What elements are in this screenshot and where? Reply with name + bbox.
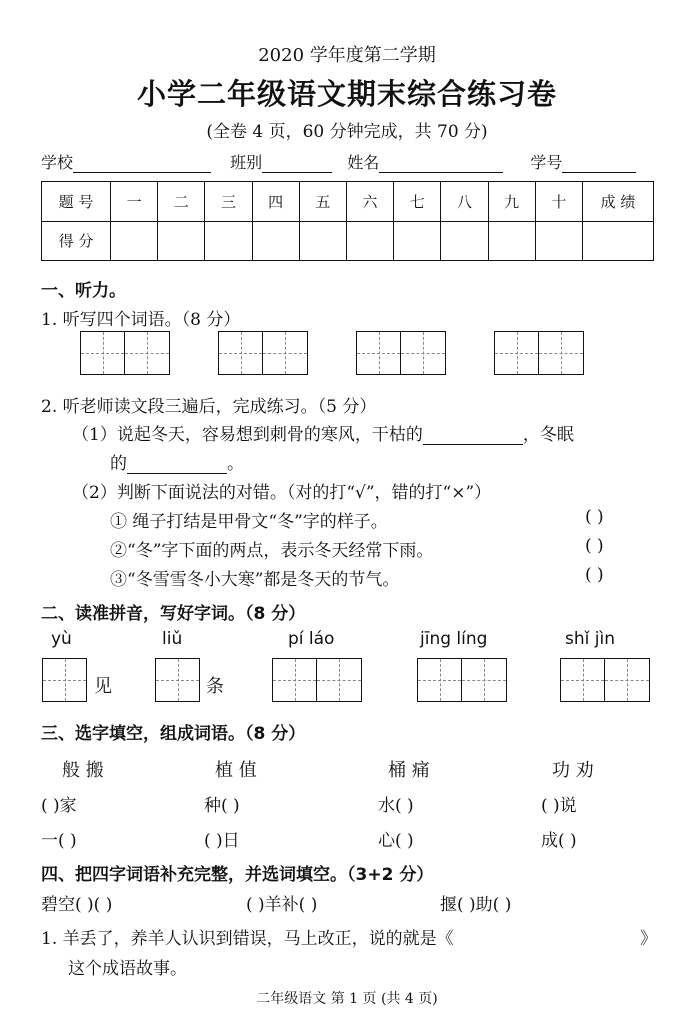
q2-1-text-c: 的 bbox=[110, 454, 127, 474]
score-header-cell: 九 bbox=[488, 182, 535, 222]
char-pair: 般 搬 bbox=[62, 760, 104, 781]
answer-blank[interactable] bbox=[127, 457, 227, 474]
q2-1-text-b: ，冬眠 bbox=[522, 425, 574, 445]
q2-1-text-a: （1）说起冬天，容易想到刺骨的寒风，干枯的 bbox=[72, 425, 423, 445]
score-header-cell: 八 bbox=[441, 182, 488, 222]
fill-item[interactable]: ( )家 bbox=[41, 796, 77, 816]
judgement-item: ① 绳子打结是甲骨文“冬”字的样子。 bbox=[110, 512, 388, 532]
score-cell[interactable] bbox=[441, 221, 488, 261]
score-header-cell: 十 bbox=[535, 182, 582, 222]
pinyin-label: shǐ jìn bbox=[565, 629, 615, 649]
writing-grid[interactable] bbox=[417, 658, 507, 702]
score-header-cell: 五 bbox=[299, 182, 346, 222]
writing-grid[interactable] bbox=[155, 658, 200, 702]
writing-grid[interactable] bbox=[272, 658, 362, 702]
pinyin-label: yù bbox=[51, 629, 72, 649]
page-footer: 二年级语文 第 1 页 (共 4 页) bbox=[256, 991, 438, 1007]
class-blank[interactable] bbox=[262, 156, 332, 173]
judgement-item: ②“冬”字下面的两点，表示冬天经常下雨。 bbox=[110, 541, 434, 561]
info-line bbox=[41, 150, 636, 173]
score-cell[interactable] bbox=[158, 221, 205, 261]
s1-question-1: 1. 听写四个词语。（8 分） bbox=[41, 310, 241, 330]
score-header-cell: 三 bbox=[205, 182, 252, 222]
number-blank[interactable] bbox=[562, 156, 636, 173]
pinyin-label: jīng líng bbox=[420, 629, 488, 649]
writing-grid[interactable] bbox=[560, 658, 650, 702]
score-cell[interactable] bbox=[299, 221, 346, 261]
score-header-cell: 四 bbox=[252, 182, 299, 222]
fill-item[interactable]: 一( ) bbox=[41, 831, 77, 851]
q2-1-text-d: 。 bbox=[227, 454, 244, 474]
section-4-heading: 四、把四字词语补充完整，并选词填空。（3+2 分） bbox=[41, 865, 434, 885]
score-cell[interactable] bbox=[346, 221, 393, 261]
score-header-cell: 一 bbox=[111, 182, 158, 222]
name-label: 姓名 bbox=[347, 153, 380, 172]
char-pair: 植 值 bbox=[215, 760, 257, 781]
s4-question-1a: 1. 羊丢了，养羊人认识到错误，马上改正，说的就是《 bbox=[41, 929, 454, 949]
writing-grid[interactable] bbox=[80, 331, 170, 375]
answer-blank[interactable] bbox=[423, 428, 523, 445]
school-blank[interactable] bbox=[73, 156, 211, 173]
class-label: 班别 bbox=[230, 153, 263, 172]
score-header-cell: 成 绩 bbox=[583, 182, 654, 222]
section-2-heading: 二、读准拼音，写好字词。（8 分） bbox=[41, 604, 306, 624]
term-line: 2020 学年度第二学期 bbox=[258, 45, 436, 66]
s4-question-1b: 》 bbox=[640, 929, 657, 949]
judgement-item: ③“冬雪雪冬小大寒”都是冬天的节气。 bbox=[110, 570, 400, 590]
word-suffix: 条 bbox=[206, 676, 224, 697]
s1-question-2: 2. 听老师读文段三遍后，完成练习。（5 分） bbox=[41, 397, 377, 417]
fill-item[interactable]: 心( ) bbox=[378, 831, 414, 851]
judgement-paren[interactable]: ( ) bbox=[585, 507, 604, 527]
writing-grid[interactable] bbox=[494, 331, 584, 375]
score-row-label: 得 分 bbox=[42, 221, 111, 261]
score-header-cell: 六 bbox=[346, 182, 393, 222]
name-blank[interactable] bbox=[379, 156, 503, 173]
score-cell[interactable] bbox=[583, 221, 654, 261]
writing-grid[interactable] bbox=[356, 331, 446, 375]
idiom-fill[interactable]: 碧空( )( ) bbox=[41, 895, 113, 915]
page-title: 小学二年级语文期末综合练习卷 bbox=[136, 77, 557, 111]
fill-item[interactable]: ( )日 bbox=[204, 831, 240, 851]
idiom-fill[interactable]: 揠( )助( ) bbox=[440, 895, 512, 915]
number-label: 学号 bbox=[530, 153, 563, 172]
score-cell[interactable] bbox=[488, 221, 535, 261]
writing-grid[interactable] bbox=[218, 331, 308, 375]
score-cell[interactable] bbox=[252, 221, 299, 261]
pinyin-label: pí láo bbox=[288, 629, 335, 649]
s4-question-1c: 这个成语故事。 bbox=[68, 959, 187, 979]
char-pair: 功 劝 bbox=[552, 760, 594, 781]
fill-item[interactable]: ( )说 bbox=[541, 796, 577, 816]
judgement-paren[interactable]: ( ) bbox=[585, 565, 604, 585]
section-1-heading: 一、听力。 bbox=[41, 281, 126, 301]
pinyin-label: liǔ bbox=[162, 629, 183, 649]
score-header-cell: 题 号 bbox=[42, 182, 111, 222]
fill-item[interactable]: 水( ) bbox=[378, 796, 414, 816]
fill-item[interactable]: 成( ) bbox=[541, 831, 577, 851]
char-pair: 桶 痛 bbox=[388, 760, 430, 781]
score-header-row bbox=[42, 182, 654, 222]
writing-grid[interactable] bbox=[42, 658, 87, 702]
page-subtitle: (全卷 4 页，60 分钟完成，共 70 分) bbox=[206, 122, 488, 142]
score-cell[interactable] bbox=[205, 221, 252, 261]
school-label: 学校 bbox=[41, 153, 74, 172]
idiom-fill[interactable]: ( )羊补( ) bbox=[246, 895, 318, 915]
fill-item[interactable]: 种( ) bbox=[204, 796, 240, 816]
score-header-cell: 七 bbox=[394, 182, 441, 222]
judgement-paren[interactable]: ( ) bbox=[585, 536, 604, 556]
s1-q2-part1 bbox=[72, 420, 574, 445]
score-value-row bbox=[42, 221, 654, 261]
score-table bbox=[41, 181, 654, 261]
score-cell[interactable] bbox=[535, 221, 582, 261]
s1-q2-part1-cont bbox=[110, 449, 244, 474]
section-3-heading: 三、选字填空，组成词语。（8 分） bbox=[41, 724, 306, 744]
s1-q2-part2: （2）判断下面说法的对错。（对的打“√”，错的打“×”） bbox=[72, 483, 492, 503]
word-suffix: 见 bbox=[94, 676, 112, 697]
score-cell[interactable] bbox=[111, 221, 158, 261]
score-cell[interactable] bbox=[394, 221, 441, 261]
score-header-cell: 二 bbox=[158, 182, 205, 222]
